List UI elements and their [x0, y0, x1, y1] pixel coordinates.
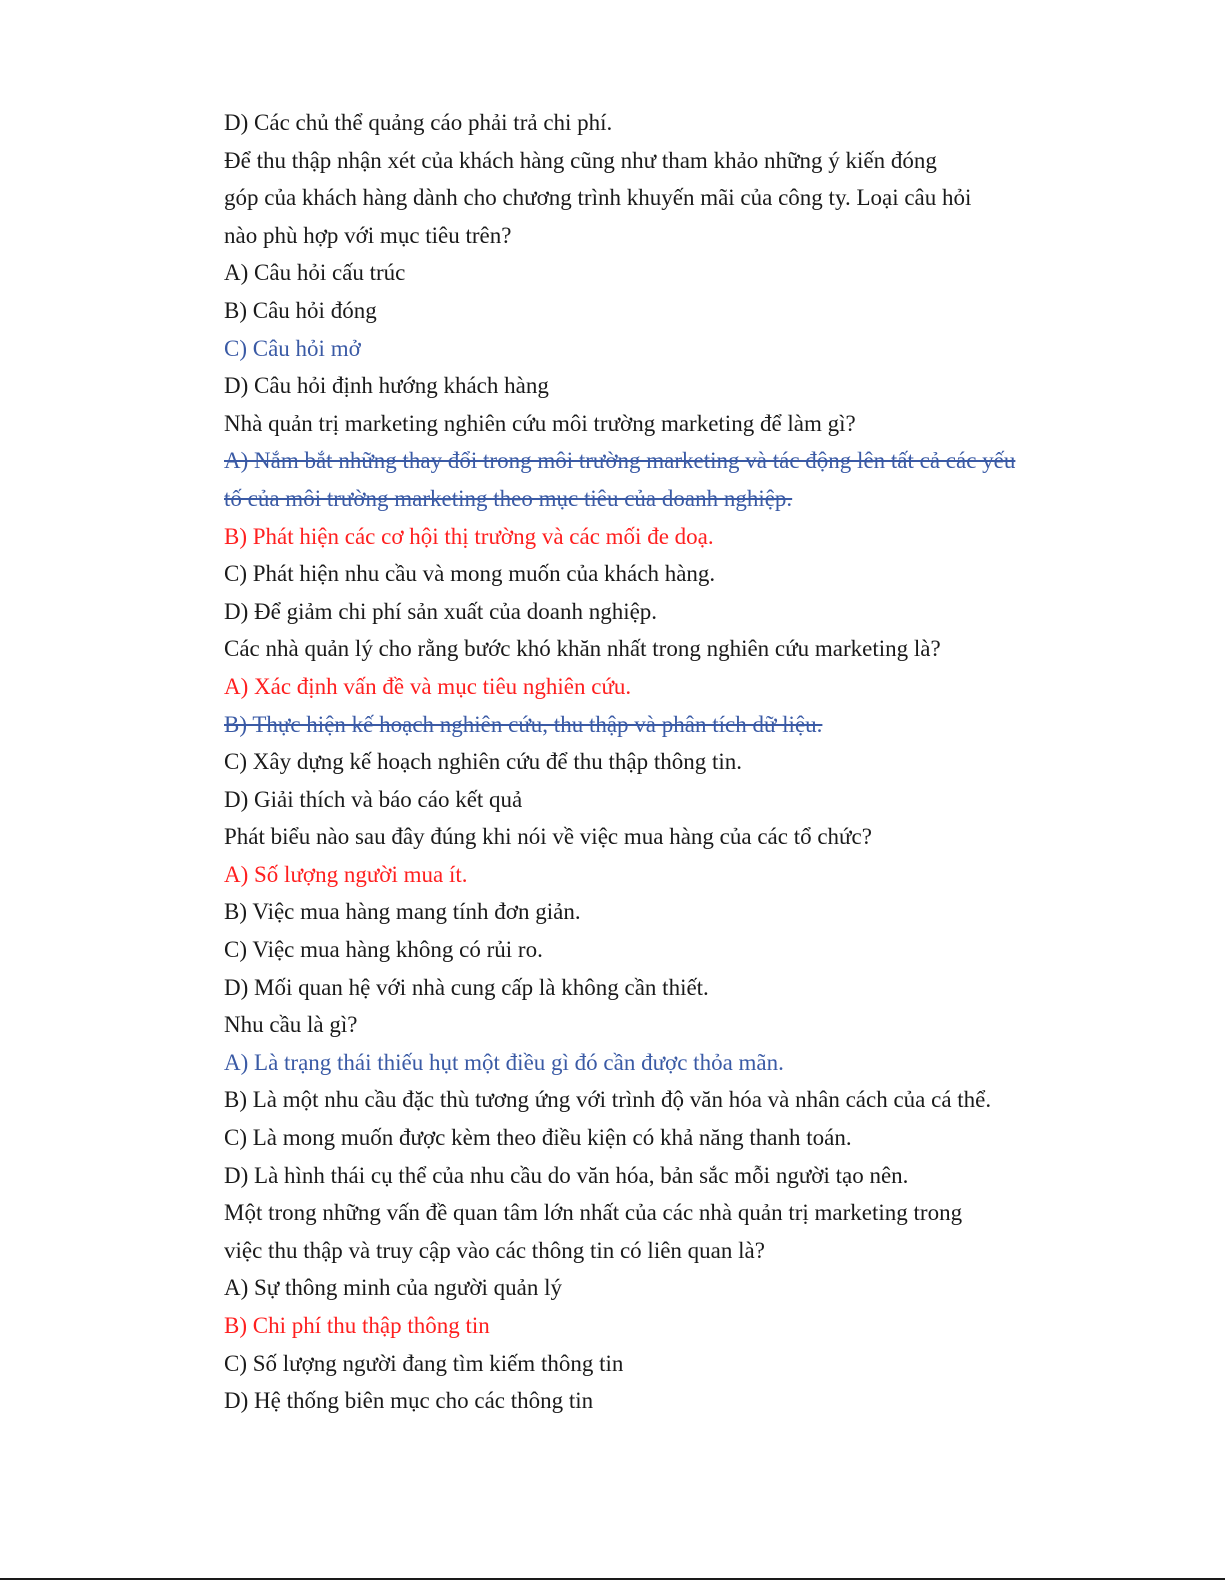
- answer-option: D) Là hình thái cụ thể của nhu cầu do văn hóa, bản sắc mỗi người tạo nên.: [224, 1162, 909, 1188]
- answer-option: C) Phát hiện nhu cầu và mong muốn của khách hàng.: [224, 561, 716, 587]
- answer-option: D) Giải thích và báo cáo kết quả: [224, 786, 523, 812]
- text-line: D) Các chủ thể quảng cáo phải trả chi phí.: [224, 110, 613, 135]
- question-text: góp của khách hàng dành cho chương trình khuyến mãi của công ty. Loại câu hỏi: [224, 185, 972, 211]
- question-text: việc thu thập và truy cập vào các thông tin có liên quan là?: [224, 1237, 765, 1263]
- question-text: Các nhà quản lý cho rằng bước khó khăn nhất trong nghiên cứu marketing là?: [224, 636, 941, 662]
- question-text: Phát biểu nào sau đây đúng khi nói về việc mua hàng của các tổ chức?: [224, 824, 872, 850]
- question-text: Một trong những vấn đề quan tâm lớn nhất của các nhà quản trị marketing trong: [224, 1200, 963, 1226]
- page-bottom-rule: [0, 1578, 1225, 1580]
- answer-option: D) Hệ thống biên mục cho các thông tin: [224, 1388, 594, 1414]
- answer-option: D) Để giảm chi phí sản xuất của doanh nghiệp.: [224, 598, 658, 624]
- answer-option-correct: B) Chi phí thu thập thông tin: [224, 1313, 490, 1338]
- answer-option: D) Mối quan hệ với nhà cung cấp là không cần thiết.: [224, 974, 709, 1000]
- document-body: [224, 104, 1014, 1420]
- answer-option-struck: B) Thực hiện kế hoạch nghiên cứu, thu thập và phân tích dữ liệu.: [224, 711, 823, 737]
- answer-option-correct: A) Xác định vấn đề và mục tiêu nghiên cứu.: [224, 673, 632, 699]
- answer-option: D) Câu hỏi định hướng khách hàng: [224, 373, 549, 399]
- question-text: Để thu thập nhận xét của khách hàng cũng như tham khảo những ý kiến đóng: [224, 147, 937, 173]
- answer-option: B) Câu hỏi đóng: [224, 297, 377, 323]
- answer-option: C) Số lượng người đang tìm kiếm thông tin: [224, 1350, 624, 1376]
- answer-option: B) Việc mua hàng mang tính đơn giản.: [224, 899, 581, 925]
- question-text: Nhà quản trị marketing nghiên cứu môi trường marketing để làm gì?: [224, 410, 856, 436]
- answer-option: C) Việc mua hàng không có rủi ro.: [224, 937, 543, 963]
- answer-option: C) Xây dựng kế hoạch nghiên cứu để thu thập thông tin.: [224, 749, 743, 775]
- question-text: nào phù hợp với mục tiêu trên?: [224, 222, 512, 248]
- answer-option-highlighted: C) Câu hỏi mở: [224, 335, 361, 361]
- answer-option-struck: A) Nắm bắt những thay đổi trong môi trường marketing và tác động lên tất cả các yếu: [224, 448, 1016, 474]
- answer-option: A) Câu hỏi cấu trúc: [224, 260, 406, 286]
- answer-option-correct: B) Phát hiện các cơ hội thị trường và các mối đe doạ.: [224, 523, 714, 549]
- question-text: Nhu cầu là gì?: [224, 1012, 358, 1038]
- answer-option-highlighted: A) Là trạng thái thiếu hụt một điều gì đó cần được thỏa mãn.: [224, 1049, 784, 1075]
- answer-option: B) Là một nhu cầu đặc thù tương ứng với trình độ văn hóa và nhân cách của cá thể.: [224, 1087, 992, 1113]
- answer-option: C) Là mong muốn được kèm theo điều kiện có khả năng thanh toán.: [224, 1125, 852, 1151]
- answer-option: A) Sự thông minh của người quản lý: [224, 1275, 562, 1301]
- answer-option-struck: tố của môi trường marketing theo mục tiêu của doanh nghiệp.: [224, 485, 793, 511]
- answer-option-correct: A) Số lượng người mua ít.: [224, 861, 468, 887]
